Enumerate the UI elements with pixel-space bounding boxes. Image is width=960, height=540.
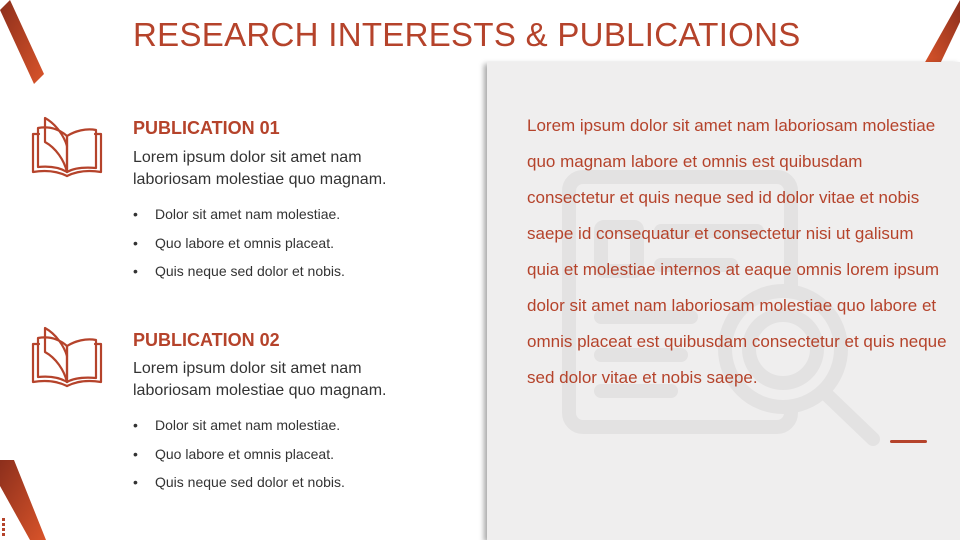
corner-stripe-bottom-left: [0, 460, 48, 540]
list-item: • Quo labore et omnis placeat.: [133, 229, 345, 258]
list-item: • Dolor sit amet nam molestiae.: [133, 200, 345, 229]
accent-underline: [890, 440, 927, 443]
slide-title: RESEARCH INTERESTS & PUBLICATIONS: [133, 16, 801, 53]
panel-body-text: Lorem ipsum dolor sit amet nam laboriosam molestiae quo magnam labore et omnis est quibusdam consectetur et quis neque sed id dolor vitae et nobis saepe id consequatur et consectetur nisi ut galisum quia et molestiae internos at eaque omnis lorem ipsum dolor sit amet nam laboriosam molestiae quo labore et omnis placeat est quibusdam consectetur et quis neque sed dolor vitae et nobis saepe.: [527, 116, 947, 387]
publication-description: Lorem ipsum dolor sit amet nam laboriosam molestiae quo magnam.: [133, 360, 387, 399]
publication-title: PUBLICATION 02: [133, 330, 280, 350]
slide-marker: [2, 518, 5, 538]
publication-title: PUBLICATION 01: [133, 118, 280, 138]
publication-bullet-list: [133, 200, 345, 286]
list-item: • Quis neque sed dolor et nobis.: [133, 257, 345, 286]
publication-description: Lorem ipsum dolor sit amet nam laboriosam molestiae quo magnam.: [133, 149, 387, 188]
list-item: • Dolor sit amet nam molestiae.: [133, 411, 345, 440]
text-panel: [487, 62, 960, 540]
open-book-icon: [30, 116, 104, 180]
publication-bullet-list: [133, 411, 345, 497]
list-item: • Quo labore et omnis placeat.: [133, 440, 345, 469]
list-item: • Quis neque sed dolor et nobis.: [133, 468, 345, 497]
corner-stripe-top-left: [0, 0, 48, 90]
corner-stripe-top-right: [918, 0, 960, 66]
open-book-icon: [30, 326, 104, 390]
